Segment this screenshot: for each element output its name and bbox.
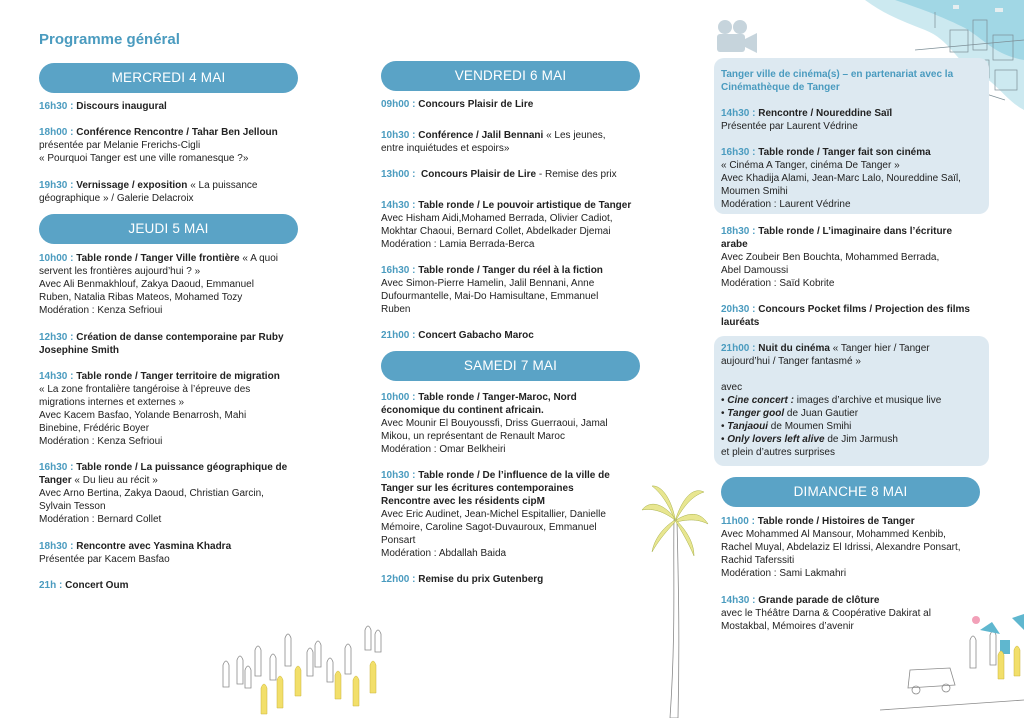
item-text: images d’archive et musique live — [793, 395, 942, 406]
event-time: 12h00 : — [381, 574, 416, 585]
event-line: - Remise des prix — [538, 169, 617, 180]
event-title: Rencontre / Noureddine Saïl — [758, 108, 893, 119]
event-line: Tanger sur les écritures contemporaines — [381, 483, 574, 494]
event-jeudi-2 — [39, 331, 301, 357]
event-time: 14h30 : — [39, 371, 74, 382]
event-line: Modération : Sami Lakmahri — [721, 568, 847, 579]
item-title: Only lovers left alive — [727, 434, 825, 445]
event-line: Modération : Kenza Sefrioui — [39, 305, 163, 316]
event-line: Ruben, Natalia Ribas Mateos, Mohamed Tozy — [39, 292, 243, 303]
event-time: 14h30 : — [721, 108, 756, 119]
event-time: 20h30 : — [721, 304, 756, 315]
event-line: Modération : Saïd Kobrite — [721, 278, 835, 289]
event-mercredi-2 — [39, 126, 301, 165]
panel-title: Cinémathèque de Tanger — [721, 82, 840, 93]
event-line: » / Galerie Delacroix — [102, 193, 194, 204]
item-title: Tanger gool — [727, 408, 785, 419]
event-line: Avec Hisham Aidi,Mohamed Berrada, Olivier Cadiot, — [381, 213, 613, 224]
event-line: Mikou, un représentant de Renault Maroc — [381, 431, 565, 442]
event-time: 16h30 : — [39, 101, 74, 112]
event-line: « Pourquoi Tanger est une ville romanesque ?» — [39, 153, 249, 164]
event-jeudi-5 — [39, 540, 301, 566]
event-line: aujourd’hui / Tanger fantasmé » — [721, 356, 861, 367]
event-title: Concours Plaisir de Lire — [421, 169, 537, 180]
event-title: Discours inaugural — [76, 101, 167, 112]
event-dimanche-1 — [721, 515, 987, 580]
event-time: 16h30 : — [39, 462, 74, 473]
event-time: 21h : — [39, 580, 63, 591]
event-cinema-3 — [721, 225, 987, 290]
event-nuit: 21h00 : Nuit du cinéma « Tanger hier / Tanger aujourd’hui / Tanger fantasmé » avec • Cine concert : images d’archive et musique live • Tanger gool de Juan Gautier • Tanjaoui de Moumen Smihi • Only lovers left alive de Jim Jarmush et plein d’autres surprises — [721, 343, 942, 458]
event-line: Avec Ali Benmakhlouf, Zakya Daoud, Emmanuel — [39, 279, 254, 290]
event-line: Mostakbal, Mémoires d’avenir — [721, 621, 854, 632]
item-text: de Juan Gautier — [784, 408, 859, 419]
event-cinema-1 — [721, 107, 987, 133]
event-time: 16h30 : — [721, 147, 756, 158]
event-title: Nuit du cinéma — [758, 343, 830, 354]
event-vendredi-1 — [381, 98, 643, 111]
event-title: Table ronde / Tanger fait son cinéma — [758, 147, 931, 158]
event-time: 19h30 : — [39, 180, 74, 191]
event-line: Tanger — [39, 475, 72, 486]
event-line: Dufourmantelle, Mai-Do Hamisultane, Emmanuel — [381, 291, 599, 302]
event-time: 10h00 : — [39, 253, 74, 264]
event-title: Conférence / Jalil Bennani — [418, 130, 544, 141]
item-title: Tanjaoui — [727, 421, 769, 432]
event-line: servent les frontières aujourd’hui ? » — [39, 266, 201, 277]
item-text: de Jim Jarmush — [824, 434, 898, 445]
event-line: avec — [721, 382, 743, 393]
event-samedi-3 — [381, 573, 643, 586]
event-time: 21h00 : — [381, 330, 416, 341]
event-line: Rachid Taferssiti — [721, 555, 795, 566]
event-samedi-1 — [381, 391, 643, 456]
event-time: 14h30 : — [381, 200, 416, 211]
event-line: Avec Eric Audinet, Jean-Michel Espitallier, Danielle — [381, 509, 606, 520]
item-title: Cine concert : — [727, 395, 794, 406]
event-samedi-2 — [381, 469, 643, 560]
event-cinema-2 — [721, 146, 987, 211]
event-time: 09h00 : — [381, 99, 416, 110]
event-title: Rencontre avec Yasmina Khadra — [76, 541, 232, 552]
crowd-illustration — [215, 620, 385, 718]
event-line: Rencontre avec les résidents cipM — [381, 496, 545, 507]
event-line: Modération : Omar Belkheiri — [381, 444, 506, 455]
event-line: lauréats — [721, 317, 760, 328]
event-line: « La zone frontalière tangéroise à l’épreuve des — [39, 384, 251, 395]
event-title: Table ronde / Tanger-Maroc, Nord — [418, 392, 577, 403]
event-line: « Cinéma A Tanger, cinéma De Tanger » — [721, 160, 900, 171]
event-title: Concert Oum — [65, 580, 129, 591]
event-line: migrations internes et externes » — [39, 397, 185, 408]
event-title: Concours Pocket films / Projection des films — [758, 304, 970, 315]
event-line: arabe — [721, 239, 748, 250]
event-jeudi-3 — [39, 370, 301, 448]
event-line: Mokhtar Chaoui, Bernard Collet, Abdelkader Djemai — [381, 226, 611, 237]
event-title: Concert Gabacho Maroc — [418, 330, 534, 341]
camera-icon — [714, 18, 760, 56]
day-header-dimanche: DIMANCHE 8 MAI — [721, 477, 980, 507]
event-line: géographique — [39, 193, 101, 204]
event-vendredi-6 — [381, 329, 643, 342]
event-line: Présentée par Laurent Védrine — [721, 121, 858, 132]
page-title: Programme général — [39, 31, 180, 48]
event-title: Table ronde / Tanger Ville frontière — [76, 253, 240, 264]
event-time: 11h00 : — [721, 516, 755, 527]
event-title: Table ronde / Tanger du réel à la fiction — [418, 265, 603, 276]
event-line: Avec Simon-Pierre Hamelin, Jalil Bennani, Anne — [381, 278, 595, 289]
event-line: Avec Mohammed Al Mansour, Mohammed Kenbib, — [721, 529, 946, 540]
event-line: Avec Arno Bertina, Zakya Daoud, Christian Garcin, — [39, 488, 264, 499]
event-line: Avec Kacem Basfao, Yolande Benarrosh, Mahi — [39, 410, 247, 421]
event-line: économique du continent africain. — [381, 405, 544, 416]
event-line: « Tanger hier / Tanger — [832, 343, 930, 354]
event-line: présentée par Melanie Frerichs-Cigli — [39, 140, 201, 151]
event-title: Grande parade de clôture — [758, 595, 880, 606]
event-line: « A quoi — [242, 253, 278, 264]
event-vendredi-5 — [381, 264, 643, 316]
event-line: Binebine, Frédéric Boyer — [39, 423, 150, 434]
event-title: Table ronde / Le pouvoir artistique de Tanger — [418, 200, 632, 211]
event-title: Vernissage / exposition — [76, 180, 188, 191]
panel-title: Tanger ville de cinéma(s) – en partenariat avec la — [721, 69, 954, 80]
event-title: Table ronde / L’imaginaire dans l’écriture — [758, 226, 953, 237]
day-header-samedi: SAMEDI 7 MAI — [381, 351, 640, 381]
event-time: 10h30 : — [381, 470, 416, 481]
event-time: 21h00 : — [721, 343, 756, 354]
event-line: Rachel Muyal, Abdelaziz El Idrissi, Alexandre Ponsart, — [721, 542, 961, 553]
event-line: et plein d’autres surprises — [721, 447, 835, 458]
event-jeudi-1 — [39, 252, 301, 317]
event-line: « Du lieu au récit » — [74, 475, 158, 486]
event-line: Modération : Bernard Collet — [39, 514, 162, 525]
palm-tree-illustration — [640, 480, 710, 718]
event-line: Josephine Smith — [39, 345, 120, 356]
event-line: Modération : Laurent Védrine — [721, 199, 851, 210]
event-cinema-4 — [721, 303, 987, 329]
event-title: Table ronde / Tanger territoire de migration — [76, 371, 280, 382]
event-line: Avec Zoubeir Ben Bouchta, Mohammed Berrada, — [721, 252, 940, 263]
event-title: Table ronde / De l’influence de la ville de — [418, 470, 610, 481]
cinema-panel-title — [721, 68, 987, 94]
event-line: Mémoire, Caroline Sagot-Duvauroux, Emmanuel — [381, 522, 597, 533]
event-title: Création de danse contemporaine par Ruby — [76, 332, 284, 343]
event-title: Table ronde / Histoires de Tanger — [757, 516, 915, 527]
event-time: 10h00 : — [381, 392, 416, 403]
event-jeudi-4 — [39, 461, 301, 526]
event-time: 10h30 : — [381, 130, 416, 141]
event-line: Abel Damoussi — [721, 265, 789, 276]
event-line: Moumen Smihi — [721, 186, 788, 197]
event-time: 18h00 : — [39, 127, 74, 138]
event-line: Ruben — [381, 304, 411, 315]
event-line: Présentée par Kacem Basfao — [39, 554, 170, 565]
day-header-vendredi: VENDREDI 6 MAI — [381, 61, 640, 91]
event-mercredi-1 — [39, 100, 301, 113]
event-vendredi-3 — [381, 168, 643, 181]
event-line: Ponsart — [381, 535, 416, 546]
event-line: « La puissance — [190, 180, 258, 191]
event-line: Modération : Kenza Sefrioui — [39, 436, 163, 447]
event-line: Avec Mounir El Bouyoussfi, Driss Guerraoui, Jamal — [381, 418, 608, 429]
event-vendredi-4 — [381, 199, 643, 251]
event-time: 14h30 : — [721, 595, 756, 606]
day-header-mercredi: MERCREDI 4 MAI — [39, 63, 298, 93]
event-title: Table ronde / La puissance géographique de — [76, 462, 288, 473]
event-line: entre inquiétudes et espoirs» — [381, 143, 510, 154]
event-time: 13h00 : — [381, 169, 416, 180]
event-jeudi-6 — [39, 579, 301, 592]
street-scene-illustration — [880, 610, 1024, 718]
event-line: Sylvain Tesson — [39, 501, 106, 512]
event-title: Conférence Rencontre / Tahar Ben Jelloun — [76, 127, 278, 138]
day-header-jeudi: JEUDI 5 MAI — [39, 214, 298, 244]
event-line: avec le Théâtre Darna & Coopérative Dakirat al — [721, 608, 931, 619]
event-line: Modération : Abdallah Baida — [381, 548, 507, 559]
event-time: 18h30 : — [721, 226, 756, 237]
event-title: Remise du prix Gutenberg — [418, 574, 544, 585]
item-text: de Moumen Smihi — [768, 421, 852, 432]
event-line: « Les jeunes, — [546, 130, 606, 141]
event-vendredi-2 — [381, 129, 643, 155]
event-line: Avec Khadija Alami, Jean-Marc Lalo, Noureddine Saïl, — [721, 173, 961, 184]
event-mercredi-3 — [39, 179, 301, 205]
event-line: Modération : Lamia Berrada-Berca — [381, 239, 535, 250]
event-title: Concours Plaisir de Lire — [418, 99, 534, 110]
event-time: 16h30 : — [381, 265, 416, 276]
event-time: 12h30 : — [39, 332, 74, 343]
event-time: 18h30 : — [39, 541, 74, 552]
